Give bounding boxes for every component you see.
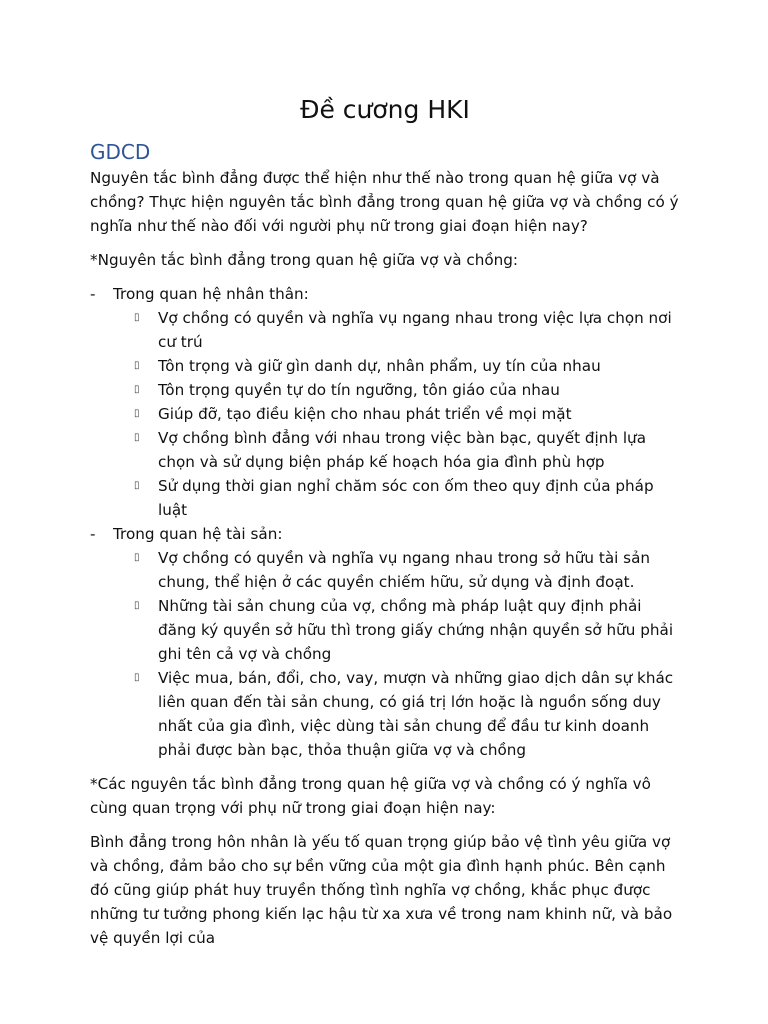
list-item (134, 594, 680, 666)
list-item-text: Vợ chồng có quyền và nghĩa vụ ngang nhau trong sở hữu tài sản chung, thể hiện ở các quyền chiếm hữu, sử dụng và định đoạt. (158, 549, 651, 591)
list-item (134, 546, 680, 594)
list-item-text: Sử dụng thời gian nghỉ chăm sóc con ốm theo quy định của pháp luật (158, 477, 654, 519)
list-item-text: Những tài sản chung của vợ, chồng mà pháp luật quy định phải đăng ký quyền sở hữu thì trong giấy chứng nhận quyền sở hữu phải ghi tên cả vợ và chồng (158, 597, 674, 663)
dash-marker: - (90, 285, 96, 303)
bullet-icon: ▯ (134, 432, 140, 443)
list-item (134, 666, 680, 762)
list-item-text: Giúp đỡ, tạo điều kiện cho nhau phát triển về mọi mặt (158, 405, 572, 423)
bullet-icon: ▯ (134, 600, 140, 611)
list-item (134, 402, 680, 426)
list-item (134, 354, 680, 378)
section-label-text: Trong quan hệ tài sản: (113, 525, 283, 543)
bullet-list (90, 546, 680, 762)
list-item-text: Tôn trọng quyền tự do tín ngưỡng, tôn giáo của nhau (158, 381, 560, 399)
meaning-paragraph: Bình đẳng trong hôn nhân là yếu tố quan trọng giúp bảo vệ tình yêu giữa vợ và chồng, đảm bảo cho sự bền vững của một gia đình hạnh phúc. Bên cạnh đó cũng giúp phát huy truyền thống tình nghĩa vợ chồng, khắc phục được những tư tưởng phong kiến lạc hậu từ xa xưa về trong nam khinh nữ, và bảo vệ quyền lợi của (90, 833, 673, 947)
list-item (134, 378, 680, 402)
bullet-icon: ▯ (134, 312, 140, 323)
meaning-intro-paragraph: *Các nguyên tắc bình đẳng trong quan hệ giữa vợ và chồng có ý nghĩa vô cùng quan trọng với phụ nữ trong giai đoạn hiện nay: (90, 775, 651, 817)
bullet-icon: ▯ (134, 360, 140, 371)
question-paragraph: Nguyên tắc bình đẳng được thể hiện như thế nào trong quan hệ giữa vợ và chồng? Thực hiện nguyên tắc bình đẳng trong quan hệ giữa vợ và chồng có ý nghĩa như thế nào đối với người phụ nữ trong giai đoạn hiện nay? (90, 169, 679, 235)
list-item (134, 474, 680, 522)
section-personal (90, 282, 680, 522)
section-property (90, 522, 680, 762)
page-title: Đề cương HKI (300, 95, 470, 124)
section-label (90, 522, 680, 546)
bullet-list (90, 306, 680, 522)
section-label-text: Trong quan hệ nhân thân: (113, 285, 309, 303)
bullet-icon: ▯ (134, 672, 140, 683)
intro-paragraph: *Nguyên tắc bình đẳng trong quan hệ giữa vợ và chồng: (90, 251, 519, 269)
bullet-icon: ▯ (134, 408, 140, 419)
bullet-icon: ▯ (134, 552, 140, 563)
list-item-text: Vợ chồng có quyền và nghĩa vụ ngang nhau trong việc lựa chọn nơi cư trú (158, 309, 672, 351)
list-item (134, 426, 680, 474)
bullet-icon: ▯ (134, 384, 140, 395)
list-item-text: Vợ chồng bình đẳng với nhau trong việc bàn bạc, quyết định lựa chọn và sử dụng biện pháp kế hoạch hóa gia đình phù hợp (158, 429, 646, 471)
bullet-icon: ▯ (134, 480, 140, 491)
section-heading: GDCD (90, 140, 151, 164)
list-item-text: Việc mua, bán, đổi, cho, vay, mượn và những giao dịch dân sự khác liên quan đến tài sản chung, có giá trị lớn hoặc là nguồn sống duy nhất của gia đình, việc dùng tài sản chung để đầu tư kinh doanh phải được bàn bạc, thỏa thuận giữa vợ và chồng (158, 669, 674, 759)
list-item (134, 306, 680, 354)
section-label (90, 282, 680, 306)
list-item-text: Tôn trọng và giữ gìn danh dự, nhân phẩm, uy tín của nhau (158, 357, 601, 375)
dash-marker: - (90, 525, 96, 543)
